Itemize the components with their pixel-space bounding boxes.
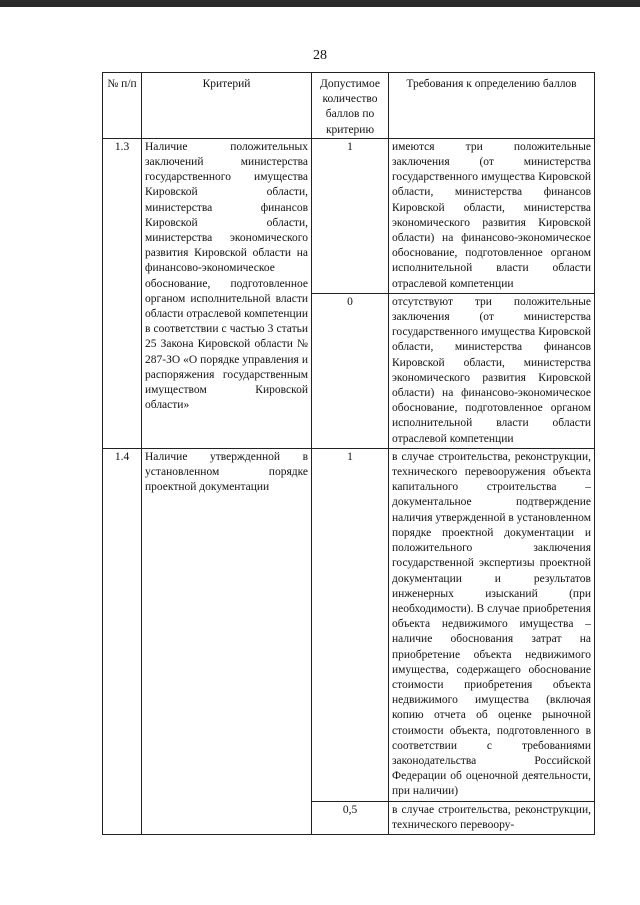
row-score: 0,5: [312, 801, 389, 834]
header-criterion: Критерий: [142, 73, 312, 139]
row-criterion: Наличие утвержденной в установленном порядке проектной документации: [142, 448, 312, 834]
table-row: [103, 448, 595, 801]
header-num: № п/п: [103, 73, 142, 139]
page-number: 28: [313, 48, 327, 63]
top-border-bar: [0, 0, 640, 7]
row-requirement: в случае строительства, реконструкции, технического перевооружения объекта капитального строительства – документальное подтверждение наличия утвержденной в установленном порядке проектной документации и положительного заключения государственной экспертизы проектной документации и результатов инженерных изысканий (при необходимости). В случае приобретения объекта недвижимого имущества – наличие обоснования затрат на приобретение объекта недвижимого имущества, содержащего обоснование стоимости приобретения объекта недвижимого имущества (включая копию отчета об оценке рыночной стоимости объекта, подготовленного в соответствии с требованиями законодательства Российской Федерации об оценочной деятельности, при наличии): [389, 448, 595, 801]
row-number: 1.3: [103, 138, 142, 448]
row-score: 0: [312, 293, 389, 448]
row-score: 1: [312, 448, 389, 801]
row-requirement: в случае строительства, реконструкции, технического перевоору-: [389, 801, 595, 834]
row-score: 1: [312, 138, 389, 293]
row-requirement: имеются три положительные заключения (от министерства государственного имущества Кировской области, министерства финансов Кировской области, министерства экономического развития Кировской области) на финансово-экономическое обоснование, подготовленное органом исполнительной власти области отраслевой компетенции: [389, 138, 595, 293]
criteria-table: [102, 72, 595, 835]
row-criterion: Наличие положительных заключений министерства государственного имущества Кировской области, министерства финансов Кировской области, министерства экономического развития Кировской области на финансово-экономическое обоснование, подготовленное органом исполнительной власти области отраслевой компетенции в соответствии с частью 3 статьи 25 Закона Кировской области № 287-ЗО «О порядке управления и распоряжения государственным имуществом Кировской области»: [142, 138, 312, 448]
header-requirements: Требования к определению баллов: [389, 73, 595, 139]
header-score: Допустимое количество баллов по критерию: [312, 73, 389, 139]
table-row: [103, 138, 595, 293]
row-requirement: отсутствуют три положительные заключения (от министерства государственного имущества Кировской области, министерства финансов Кировской области, министерства экономического развития Кировской области) на финансово-экономическое обоснование, подготовленное органом исполнительной власти области отраслевой компетенции: [389, 293, 595, 448]
table-header-row: [103, 73, 595, 139]
row-number: 1.4: [103, 448, 142, 834]
